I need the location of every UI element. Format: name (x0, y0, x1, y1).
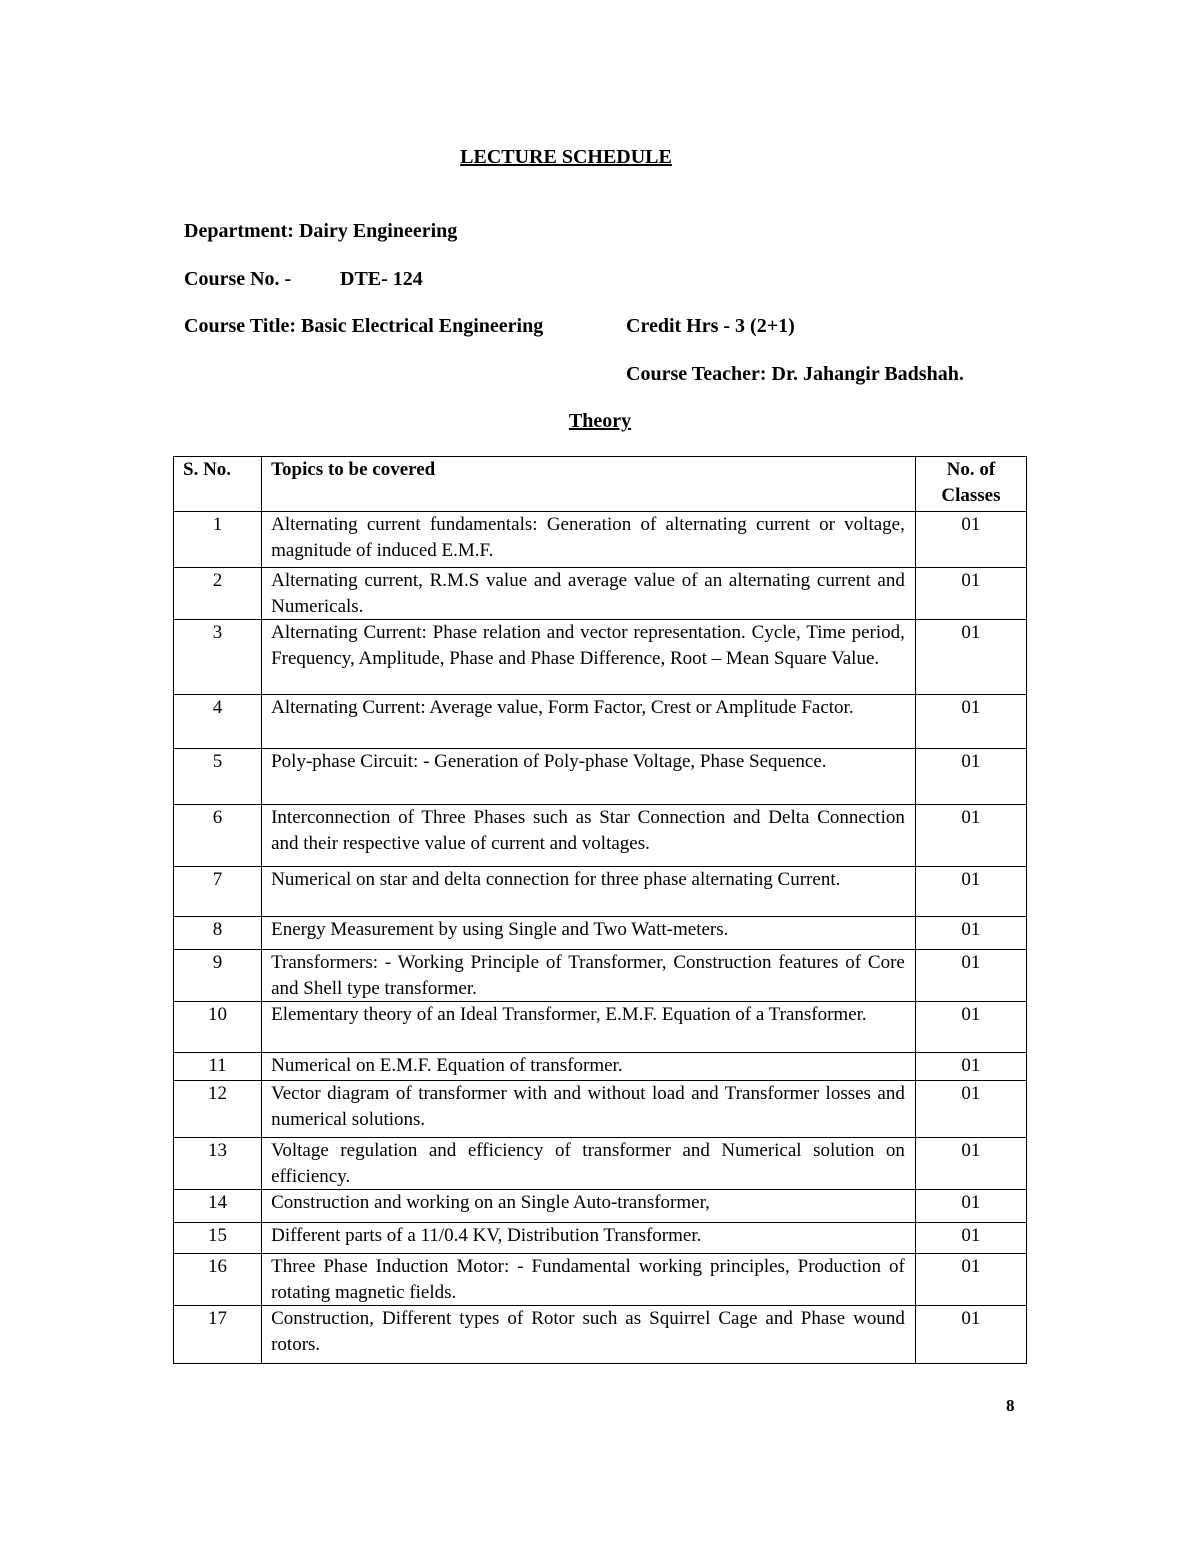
row-topic: Poly-phase Circuit: - Generation of Poly-phase Voltage, Phase Sequence. (262, 749, 916, 805)
row-topic: Vector diagram of transformer with and without load and Transformer losses and numerical solutions. (262, 1081, 916, 1138)
row-classes: 01 (915, 695, 1026, 749)
table-row (174, 917, 1027, 950)
section-title: Theory (568, 410, 632, 432)
row-classes: 01 (915, 620, 1026, 695)
table-row (174, 568, 1027, 620)
course-no-value: DTE- 124 (340, 268, 423, 290)
table-header-row (174, 457, 1027, 512)
row-classes: 01 (915, 1002, 1026, 1053)
row-topic: Transformers: - Working Principle of Transformer, Construction features of Core and Shell type transformer. (262, 950, 916, 1002)
course-no-label: Course No. - (184, 268, 292, 290)
row-sno: 16 (174, 1254, 262, 1306)
row-sno: 10 (174, 1002, 262, 1053)
row-topic: Numerical on E.M.F. Equation of transformer. (262, 1053, 916, 1081)
row-classes: 01 (915, 1223, 1026, 1254)
table-row (174, 1138, 1027, 1190)
row-sno: 4 (174, 695, 262, 749)
table-row (174, 1254, 1027, 1306)
table-row (174, 1223, 1027, 1254)
row-topic: Alternating Current: Phase relation and vector representation. Cycle, Time period, Frequency, Amplitude, Phase and Phase Difference, Root – Mean Square Value. (262, 620, 916, 695)
row-sno: 14 (174, 1190, 262, 1223)
row-classes: 01 (915, 568, 1026, 620)
row-sno: 8 (174, 917, 262, 950)
department-line: Department: Dairy Engineering (184, 220, 458, 242)
course-title-line: Course Title: Basic Electrical Engineering (184, 315, 544, 337)
table-row (174, 867, 1027, 917)
row-topic: Construction and working on an Single Auto-transformer, (262, 1190, 916, 1223)
row-sno: 9 (174, 950, 262, 1002)
row-topic: Different parts of a 11/0.4 KV, Distribution Transformer. (262, 1223, 916, 1254)
table-row (174, 1081, 1027, 1138)
table-row (174, 950, 1027, 1002)
row-sno: 15 (174, 1223, 262, 1254)
row-topic: Voltage regulation and efficiency of transformer and Numerical solution on efficiency. (262, 1138, 916, 1190)
row-topic: Elementary theory of an Ideal Transformer, E.M.F. Equation of a Transformer. (262, 1002, 916, 1053)
row-sno: 11 (174, 1053, 262, 1081)
table-row (174, 749, 1027, 805)
table-row (174, 1190, 1027, 1223)
table-row (174, 620, 1027, 695)
table-row (174, 1002, 1027, 1053)
table-row (174, 805, 1027, 867)
header-topics: Topics to be covered (262, 457, 916, 512)
header-sno: S. No. (174, 457, 262, 512)
table-row (174, 1306, 1027, 1364)
row-classes: 01 (915, 950, 1026, 1002)
table-row (174, 1053, 1027, 1081)
document-title: LECTURE SCHEDULE (460, 146, 672, 168)
row-sno: 6 (174, 805, 262, 867)
row-classes: 01 (915, 512, 1026, 568)
row-classes: 01 (915, 867, 1026, 917)
course-teacher-line: Course Teacher: Dr. Jahangir Badshah. (626, 363, 964, 385)
row-sno: 13 (174, 1138, 262, 1190)
row-classes: 01 (915, 1081, 1026, 1138)
row-sno: 1 (174, 512, 262, 568)
row-classes: 01 (915, 1254, 1026, 1306)
row-topic: Alternating current, R.M.S value and average value of an alternating current and Numericals. (262, 568, 916, 620)
row-sno: 17 (174, 1306, 262, 1364)
row-topic: Three Phase Induction Motor: - Fundamental working principles, Production of rotating magnetic fields. (262, 1254, 916, 1306)
row-topic: Numerical on star and delta connection for three phase alternating Current. (262, 867, 916, 917)
row-topic: Interconnection of Three Phases such as Star Connection and Delta Connection and their respective value of current and voltages. (262, 805, 916, 867)
header-classes: No. of Classes (915, 457, 1026, 512)
page-number: 8 (1006, 1396, 1015, 1415)
row-topic: Construction, Different types of Rotor such as Squirrel Cage and Phase wound rotors. (262, 1306, 916, 1364)
row-sno: 3 (174, 620, 262, 695)
table-row (174, 695, 1027, 749)
row-classes: 01 (915, 749, 1026, 805)
row-topic: Energy Measurement by using Single and Two Watt-meters. (262, 917, 916, 950)
row-classes: 01 (915, 1190, 1026, 1223)
row-classes: 01 (915, 1138, 1026, 1190)
row-sno: 7 (174, 867, 262, 917)
lecture-schedule-table (173, 456, 1027, 1364)
row-classes: 01 (915, 1053, 1026, 1081)
row-sno: 5 (174, 749, 262, 805)
table-row (174, 512, 1027, 568)
row-classes: 01 (915, 917, 1026, 950)
row-sno: 12 (174, 1081, 262, 1138)
row-topic: Alternating Current: Average value, Form Factor, Crest or Amplitude Factor. (262, 695, 916, 749)
row-classes: 01 (915, 805, 1026, 867)
row-classes: 01 (915, 1306, 1026, 1364)
row-sno: 2 (174, 568, 262, 620)
row-topic: Alternating current fundamentals: Generation of alternating current or voltage, magnitude of induced E.M.F. (262, 512, 916, 568)
credit-hours-line: Credit Hrs - 3 (2+1) (626, 315, 795, 337)
